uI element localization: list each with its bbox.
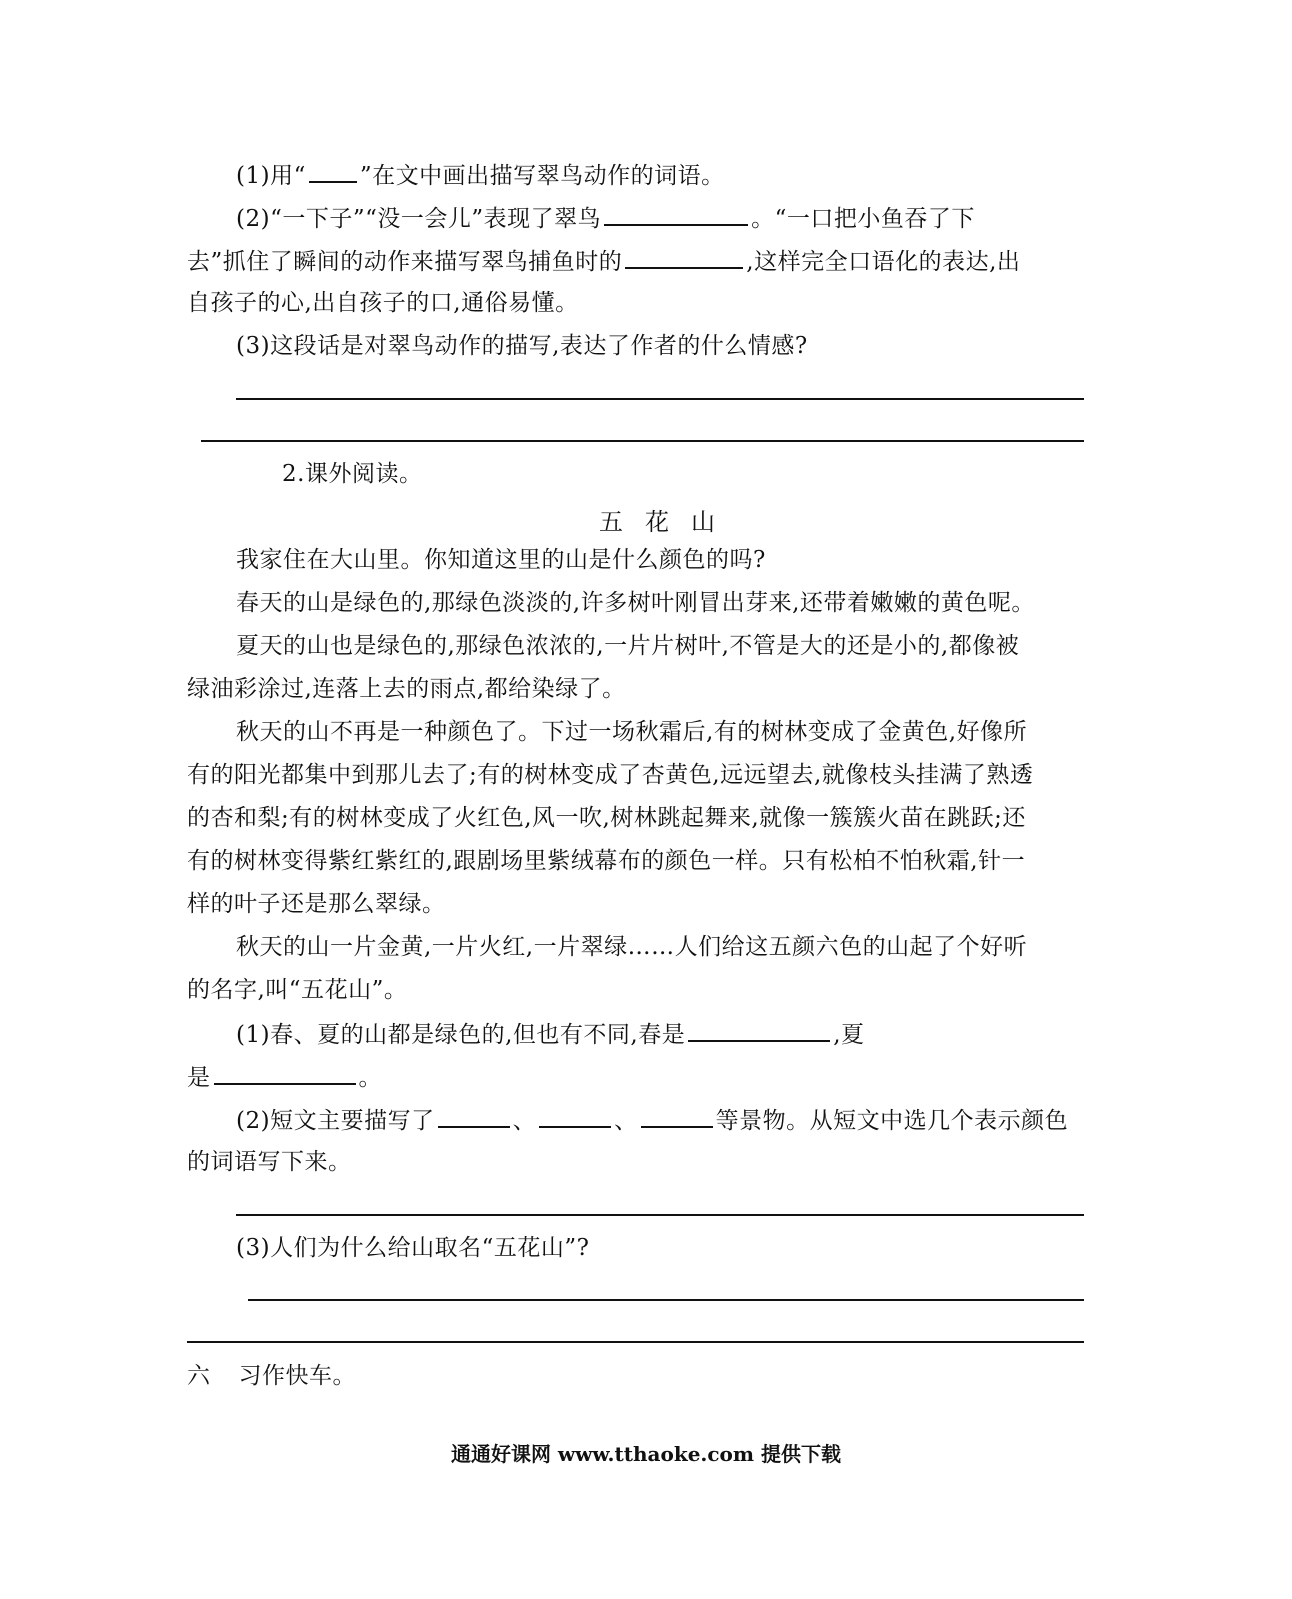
question-text: ,这样完全口语化的表达,出: [746, 249, 1021, 275]
section-six-heading: [187, 1361, 356, 1391]
answer-blank[interactable]: [214, 1061, 356, 1085]
question-2-3: (3)人们为什么给山取名“五花山”?: [236, 1235, 590, 1261]
question-text: (2)短文主要描写了: [236, 1108, 435, 1134]
passage-paragraph: 春天的山是绿色的,那绿色淡淡的,许多树叶刚冒出芽来,还带着嫩嫩的黄色呢。: [236, 590, 1035, 616]
question-2-2-line2: 的词语写下来。: [187, 1149, 352, 1175]
answer-blank[interactable]: [539, 1104, 611, 1128]
answer-blank[interactable]: [309, 159, 357, 183]
answer-blank[interactable]: [641, 1104, 713, 1128]
question-text: (2)“一下子”“没一会儿”表现了翠鸟: [236, 206, 602, 232]
section-number: 六: [187, 1363, 211, 1389]
separator: 、: [614, 1108, 638, 1134]
answer-blank[interactable]: [604, 202, 748, 226]
question-1-3: (3)这段话是对翠鸟动作的描写,表达了作者的什么情感?: [236, 333, 808, 359]
section-label: 习作快车。: [238, 1363, 356, 1389]
answer-line[interactable]: [187, 1341, 1084, 1343]
question-text: (1)用“: [236, 163, 306, 189]
question-1-2-line3: 自孩子的心,出自孩子的口,通俗易懂。: [187, 290, 579, 316]
answer-line[interactable]: [236, 1214, 1084, 1216]
question-text: 等景物。从短文中选几个表示颜色: [715, 1108, 1069, 1134]
question-text: 。: [358, 1065, 382, 1091]
passage-paragraph: 秋天的山一片金黄,一片火红,一片翠绿……人们给这五颜六色的山起了个好听: [236, 934, 1028, 960]
passage-title: 五花山: [599, 508, 737, 536]
passage-paragraph: 有的阳光都集中到那儿去了;有的树林变成了杏黄色,远远望去,就像枝头挂满了熟透: [187, 762, 1034, 788]
question-2-2-line1: [236, 1104, 1068, 1136]
answer-line[interactable]: [236, 398, 1084, 400]
section-heading: 2.课外阅读。: [282, 461, 423, 487]
footer-source: 通通好课网 www.tthaoke.com 提供下载: [450, 1442, 842, 1466]
question-2-1-line1: [236, 1018, 865, 1050]
passage-paragraph: 绿油彩涂过,连落上去的雨点,都给染绿了。: [187, 676, 626, 702]
answer-line[interactable]: [248, 1299, 1084, 1301]
separator: 、: [512, 1108, 537, 1134]
question-1-1: [236, 159, 725, 191]
question-1-2-line1: [236, 202, 975, 234]
question-text: ,夏: [833, 1022, 865, 1048]
question-text: 。“一口把小鱼吞了下: [751, 206, 975, 232]
question-text: ”在文中画出描写翠鸟动作的词语。: [359, 163, 725, 189]
answer-blank[interactable]: [438, 1104, 510, 1128]
passage-paragraph: 样的叶子还是那么翠绿。: [187, 891, 446, 917]
question-text: 去”抓住了瞬间的动作来描写翠鸟捕鱼时的: [187, 249, 623, 275]
question-text: (1)春、夏的山都是绿色的,但也有不同,春是: [236, 1022, 686, 1048]
passage-paragraph: 的名字,叫“五花山”。: [187, 977, 408, 1003]
question-text: 是: [187, 1065, 211, 1091]
passage-paragraph: 的杏和梨;有的树林变成了火红色,风一吹,树林跳起舞来,就像一簇簇火苗在跳跃;还: [187, 805, 1026, 831]
passage-paragraph: 秋天的山不再是一种颜色了。下过一场秋霜后,有的树林变成了金黄色,好像所: [236, 719, 1028, 745]
answer-blank[interactable]: [688, 1018, 830, 1042]
question-1-2-line2: [187, 245, 1020, 277]
passage-paragraph: 我家住在大山里。你知道这里的山是什么颜色的吗?: [236, 547, 766, 573]
answer-line[interactable]: [201, 440, 1084, 442]
answer-blank[interactable]: [625, 245, 743, 269]
passage-paragraph: 有的树林变得紫红紫红的,跟剧场里紫绒幕布的颜色一样。只有松柏不怕秋霜,针一: [187, 848, 1026, 874]
passage-paragraph: 夏天的山也是绿色的,那绿色浓浓的,一片片树叶,不管是大的还是小的,都像被: [236, 633, 1020, 659]
question-2-1-line2: [187, 1061, 382, 1093]
